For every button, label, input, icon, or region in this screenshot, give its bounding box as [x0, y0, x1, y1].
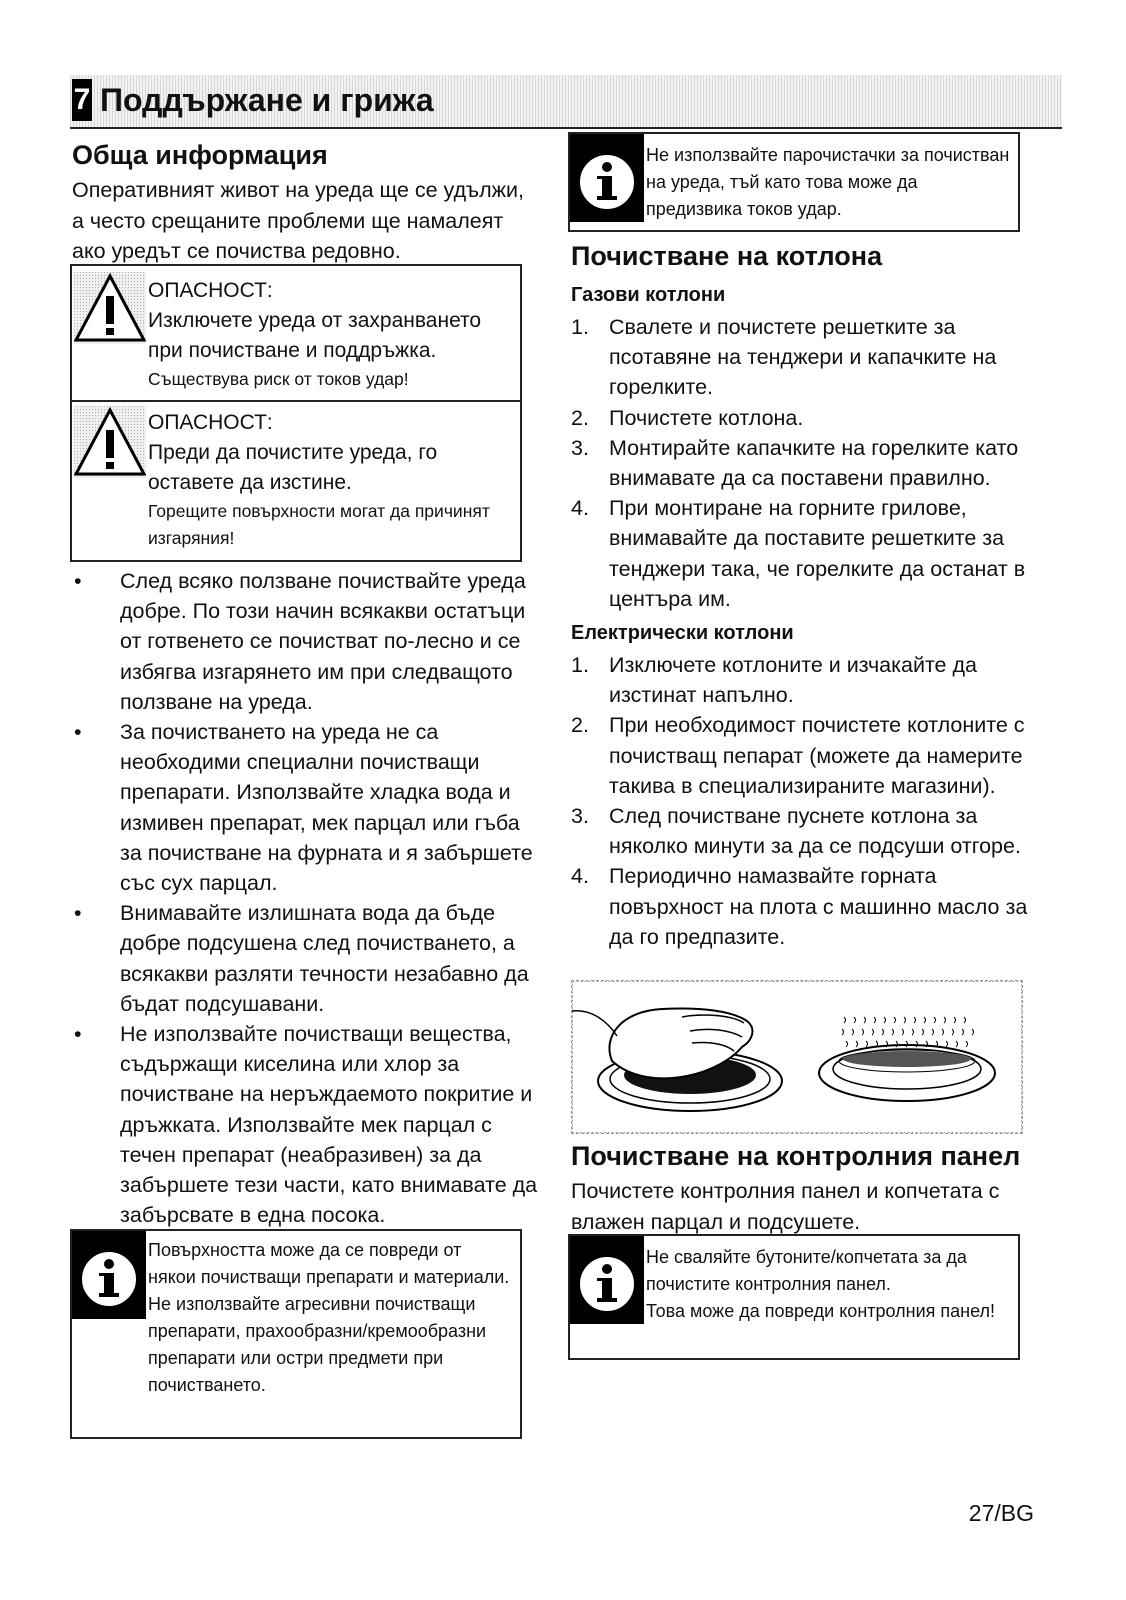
- page-number: 27/BG: [968, 1500, 1034, 1526]
- step-text: Периодично намазвайте горната повърхност на плота с машинно масло за да го предпазите.: [609, 864, 1028, 949]
- chapter-title: Поддържане и грижа: [100, 82, 434, 118]
- info-icon: [570, 1236, 644, 1324]
- list-item-text: Не използвайте почистващи вещества, съдържащи киселина или хлор за почистване на неръждаемото покритие и дръжката. Използвайте мек парцал с течен препарат (неабразивен) за да забършете тези части, като внимавате да забърсвате в една посока.: [120, 1022, 538, 1228]
- step-number: 2.: [571, 713, 589, 738]
- hob-cleaning-illustration: [571, 980, 1023, 1134]
- step-number: 4.: [571, 496, 589, 521]
- general-info-title: Обща информация: [72, 140, 328, 170]
- list-item-text: Внимавайте излишната вода да бъде добре подсушена след почистването, а всякакви разляти течности незабавно да бъдат подсушавани.: [120, 901, 529, 1016]
- info-box-surface: [70, 1229, 522, 1439]
- warning-triangle-icon: [74, 406, 146, 478]
- list-item: [571, 403, 1033, 433]
- list-item: [70, 1019, 538, 1230]
- bullet-dot: •: [74, 720, 82, 745]
- note-text-line1: Не сваляйте бутоните/копчетата за да почистите контролния панел.: [646, 1247, 967, 1294]
- warning-note: Горещите повърхности могат да причинят изгаряния!: [148, 501, 490, 548]
- list-item: [571, 710, 1033, 801]
- gas-hob-subtitle: Газови котлони: [571, 284, 726, 306]
- step-text: Свалете и почистете решетките за псотавяне на тенджери и капачките на горелките.: [609, 315, 997, 400]
- step-number: 1.: [571, 653, 589, 677]
- step-text: Почистете котлона.: [609, 405, 804, 430]
- cleaning-tips-list: [70, 566, 538, 1230]
- note-text-line2: Това може да повреди контролния панел!: [646, 1301, 995, 1321]
- hob-cleaning-title: Почистване на котлона: [571, 241, 883, 271]
- danger-warning-box: [70, 264, 522, 562]
- step-number: 2.: [571, 405, 589, 430]
- step-number: 3.: [571, 435, 589, 460]
- warning-label: ОПАСНОСТ:: [148, 411, 273, 434]
- list-item: [70, 717, 538, 898]
- chapter-number: 7: [72, 79, 92, 121]
- control-panel-title: Почистване на контролния панел: [571, 1141, 1021, 1171]
- list-item-text: След всяко ползване почиствайте уреда добре. По този начин всякакви остатъци от готвенето се почистват по-лесно и се избягва изгарянето им при следващото ползване на уреда.: [120, 569, 526, 714]
- bullet-dot: •: [74, 569, 82, 593]
- step-text: Монтирайте капачките на горелките като внимавате да са поставени правилно.: [609, 435, 1019, 491]
- step-number: 3.: [571, 804, 589, 829]
- general-intro: Оперативният живот на уреда ще се удължи, а често срещаните проблеми ще намалеят ако уредът се почиства редовно.: [72, 178, 525, 263]
- info-text-line1: Повърхността може да се повреди от някои почистващи препарати и материали.: [148, 1240, 510, 1287]
- list-item: [571, 493, 1033, 614]
- gas-hob-steps: [571, 312, 1033, 614]
- info-icon: [570, 134, 644, 222]
- step-text: При монтиране на горните грилове, внимавайте да поставите решетките за тенджери така, че горелките да останат в центъра им.: [609, 496, 1026, 611]
- warning-label: ОПАСНОСТ:: [148, 279, 273, 302]
- steam-note-text: Не използвайте парочистачки за почистван на уреда, тъй като това може да предизвика токов удар.: [646, 145, 1010, 219]
- control-panel-note: [568, 1234, 1020, 1360]
- info-text-line2: Не използвайте агресивни почистващи препарати, прахообразни/кремообразни препарати или остри предмети при почистването.: [148, 1294, 487, 1395]
- step-text: След почистване пуснете котлона за няколко минути за да се подсуши отгоре.: [609, 804, 1021, 859]
- electric-hob-steps: [571, 650, 1033, 952]
- list-item: [571, 433, 1033, 493]
- list-item: [571, 650, 1033, 710]
- warning-text: Изключете уреда от захранването при почистване и поддръжка.: [148, 309, 482, 362]
- warning-text: Преди да почистите уреда, го оставете да изстине.: [148, 441, 438, 494]
- step-number: 4.: [571, 864, 589, 889]
- list-item-text: За почистването на уреда не са необходими специални почистващи препарати. Използвайте хладка вода и измивен препарат, мек парцал или гъба за почистване на фурната и я забършете със сух парцал.: [120, 720, 533, 896]
- list-item: [70, 566, 538, 717]
- warning-triangle-icon: [74, 272, 146, 344]
- list-item: [571, 861, 1033, 952]
- list-item: [70, 898, 538, 1019]
- step-text: При необходимост почистете котлоните с почистващ пепарат (можете да намерите такива в специализираните магазини).: [609, 713, 1025, 798]
- control-panel-text: Почистете контролния панел и копчетата с влажен парцал и подсушете.: [571, 1179, 1000, 1234]
- warning-row-2: [72, 400, 520, 560]
- list-item: [571, 801, 1033, 861]
- info-icon: [72, 1231, 146, 1319]
- step-number: 1.: [571, 315, 589, 339]
- step-text: Изключете котлоните и изчакайте да изстинат напълно.: [609, 653, 977, 708]
- electric-hob-subtitle: Електрически котлони: [571, 622, 794, 644]
- warning-note: Съществува риск от токов удар!: [148, 369, 409, 389]
- bullet-dot: •: [74, 1022, 82, 1047]
- bullet-dot: •: [74, 901, 82, 926]
- warning-row-1: [72, 266, 520, 402]
- steam-cleaner-note: [568, 132, 1020, 232]
- list-item: [571, 312, 1033, 403]
